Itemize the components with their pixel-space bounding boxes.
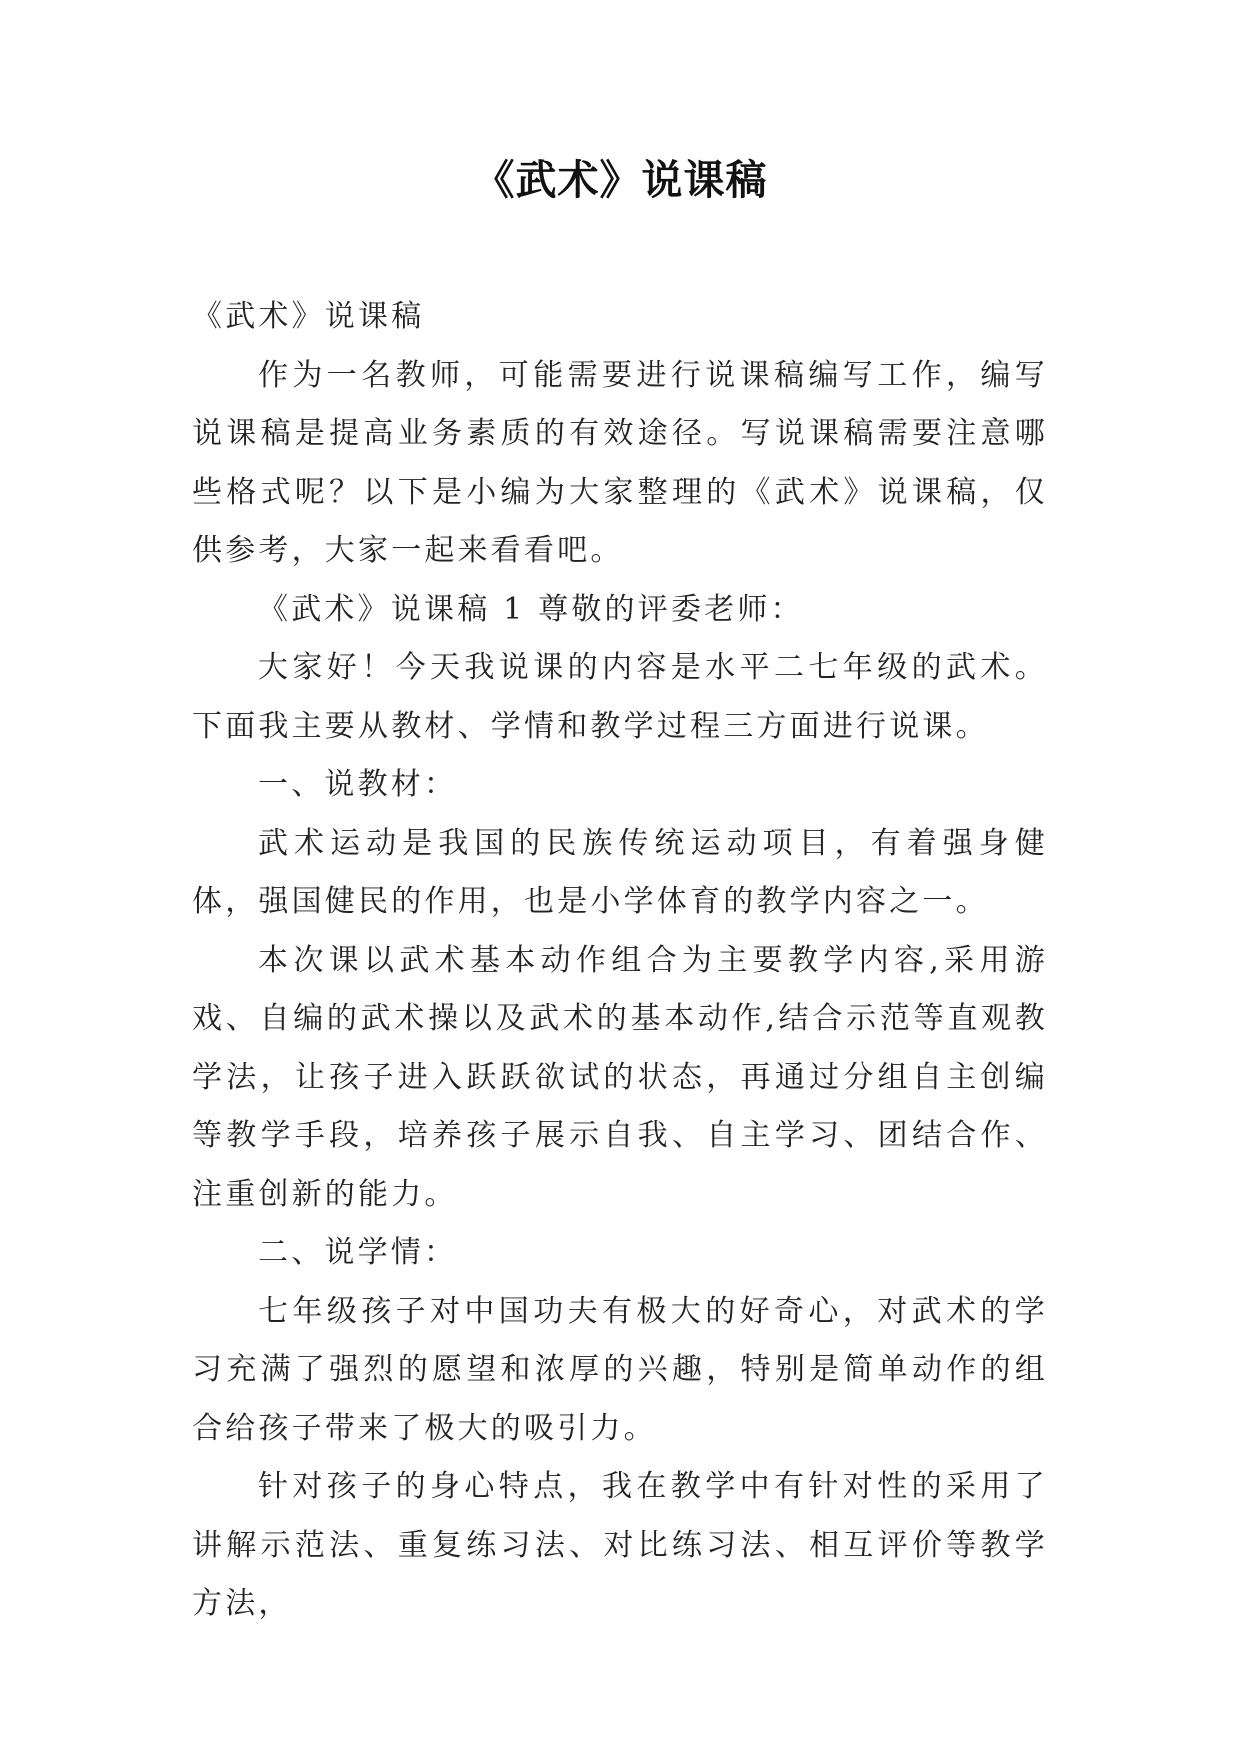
section-heading-textbook: 一、说教材： <box>258 767 458 802</box>
body-paragraph-intro: 作为一名教师，可能需要进行说课稿编写工作，编写说课稿是提高业务素质的有效途径。写说课稿需要注意哪些格式呢？以下是小编为大家整理的《武术》说课稿，仅供参考，大家一起来看看吧。 <box>192 357 1048 568</box>
document-title: 《武术》说课稿 <box>473 156 768 204</box>
section-heading-learners: 二、说学情： <box>258 1235 458 1270</box>
body-paragraph-textbook-2: 本次课以武术基本动作组合为主要教学内容,采用游戏、自编的武术操以及武术的基本动作,结合示范等直观教学法，让孩子进入跃跃欲试的状态，再通过分组自主创编等教学手段，培养孩子展示自我、自主学习、团结合作、注重创新的能力。 <box>192 942 1048 1212</box>
body-paragraph-heading: 《武术》说课稿 <box>192 299 425 334</box>
body-paragraph-textbook-1: 武术运动是我国的民族传统运动项目，有着强身健体，强国健民的作用，也是小学体育的教学内容之一。 <box>192 825 1048 919</box>
body-paragraph-learners-1: 七年级孩子对中国功夫有极大的好奇心，对武术的学习充满了强烈的愿望和浓厚的兴趣，特别是简单动作的组合给孩子带来了极大的吸引力。 <box>192 1293 1048 1446</box>
body-paragraph-salutation: 《武术》说课稿 1 尊敬的评委老师： <box>258 591 804 627</box>
body-paragraph-greeting: 大家好！今天我说课的内容是水平二七年级的武术。下面我主要从教材、学情和教学过程三方面进行说课。 <box>192 650 1048 744</box>
document-body <box>192 288 1048 1634</box>
body-paragraph-learners-2: 针对孩子的身心特点，我在教学中有针对性的采用了讲解示范法、重复练习法、对比练习法、相互评价等教学方法， <box>192 1469 1048 1621</box>
